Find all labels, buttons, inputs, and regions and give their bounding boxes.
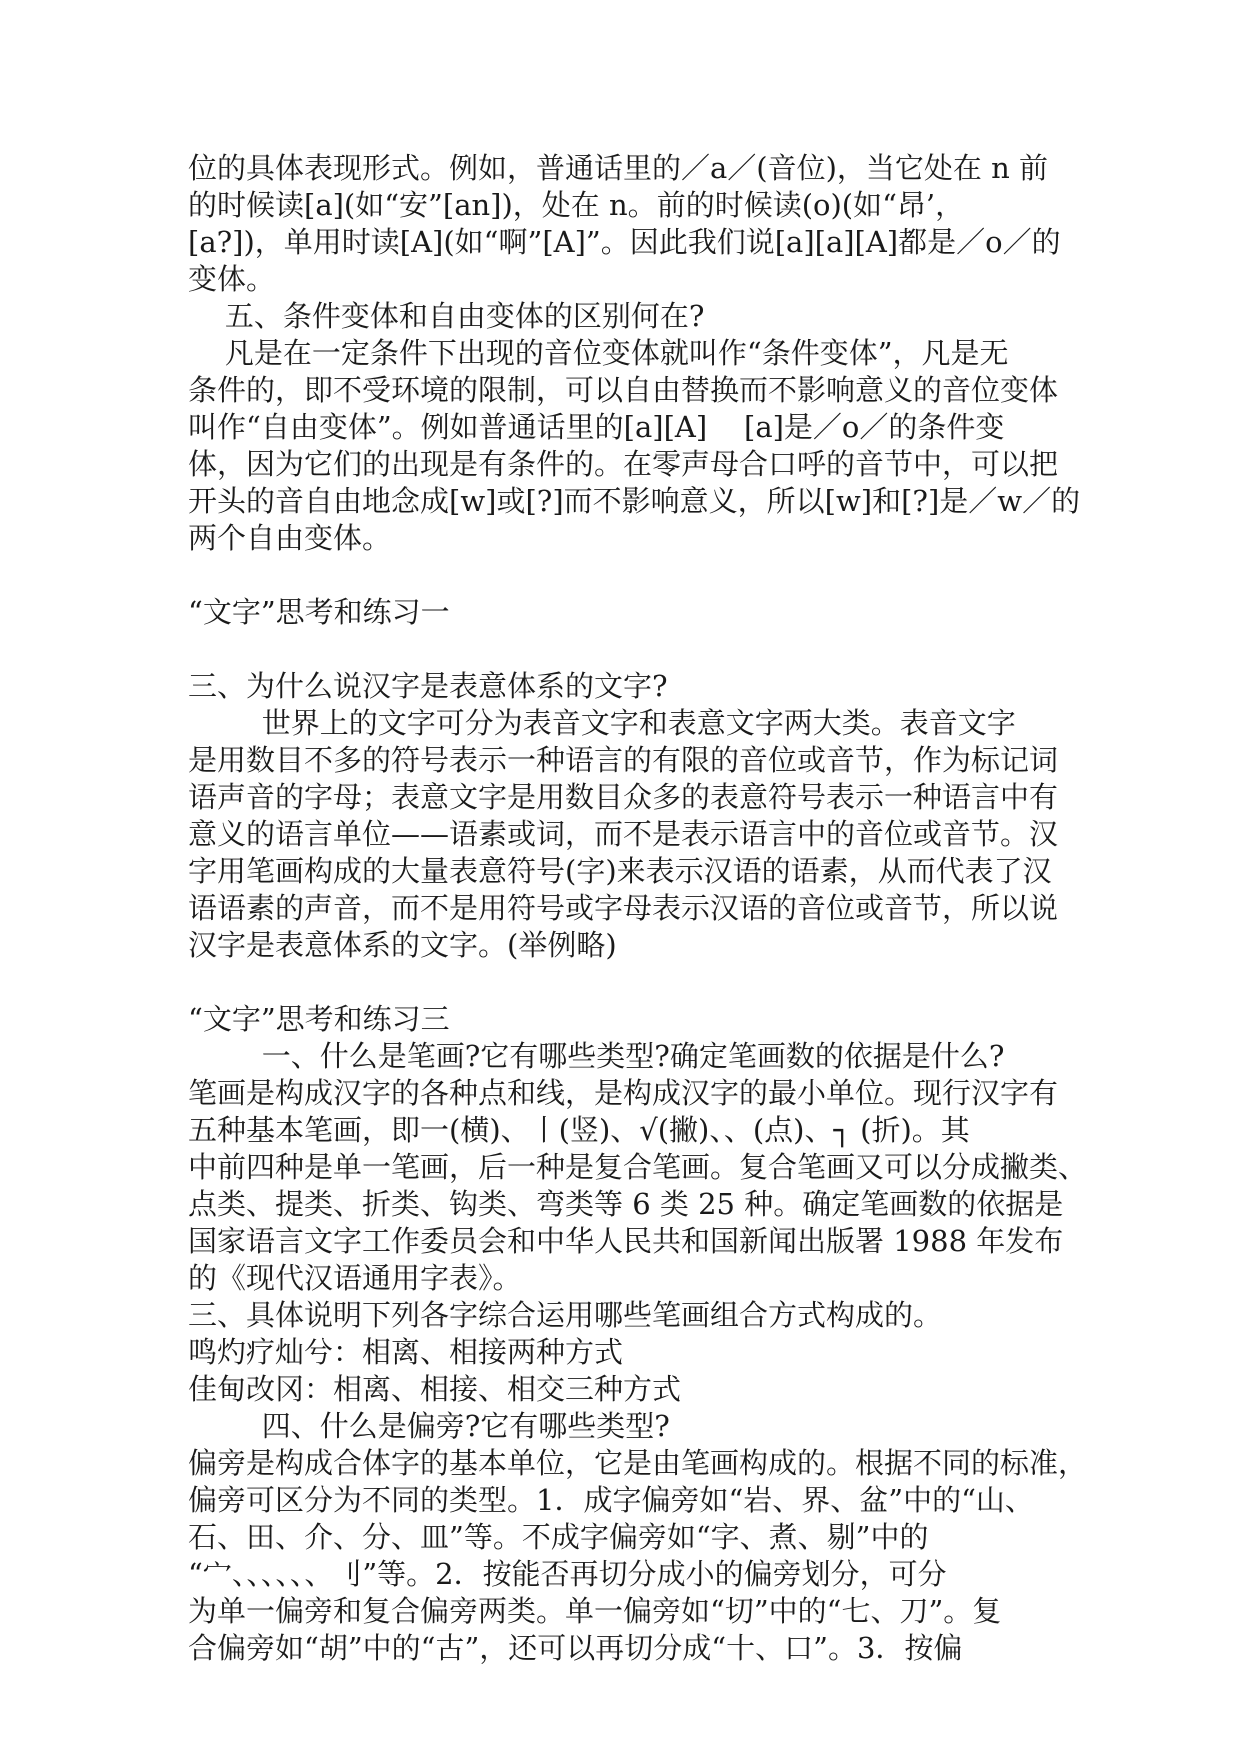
text-line: 变体。 bbox=[188, 262, 276, 296]
text-line: 五种基本笔画，即一(横)、丨(竖)、√(撇)、、(点)、┐ (折)。其 bbox=[188, 1113, 970, 1147]
section-heading: 三、为什么说汉字是表意体系的文字? bbox=[188, 669, 668, 703]
text-line: 为单一偏旁和复合偏旁两类。单一偏旁如“切”中的“七、刀”。复 bbox=[188, 1594, 1002, 1628]
text-line: 世界上的文字可分为表音文字和表意文字两大类。表音文字 bbox=[188, 706, 1016, 740]
text-line: 开头的音自由地念成[w]或[?]而不影响意义，所以[w]和[?]是／w／的 bbox=[188, 484, 1081, 518]
text-line: 石、田、介、分、皿”等。不成字偏旁如“字、煮、剔”中的 bbox=[188, 1520, 929, 1554]
blank-line bbox=[188, 557, 1068, 594]
document-body bbox=[188, 150, 1088, 1667]
text-line: 汉字是表意体系的文字。(举例略) bbox=[188, 928, 617, 962]
text-line: [a?])，单用时读[A](如“啊”[A]”。因此我们说[a][a][A]都是／o／的 bbox=[188, 225, 1061, 259]
text-line: 点类、提类、折类、钩类、弯类等 6 类 25 种。确定笔画数的依据是 bbox=[188, 1187, 1064, 1221]
text-line: 佳甸改冈：相离、相接、相交三种方式 bbox=[188, 1372, 682, 1406]
section-title: “文字”思考和练习一 bbox=[188, 595, 450, 629]
section-title: “文字”思考和练习三 bbox=[188, 1002, 450, 1036]
text-line: 意义的语言单位——语素或词，而不是表示语言中的音位或音节。汉 bbox=[188, 817, 1059, 851]
text-line: 中前四种是单一笔画，后一种是复合笔画。复合笔画又可以分成撇类、 bbox=[188, 1150, 1088, 1184]
text-line: 是用数目不多的符号表示一种语言的有限的音位或音节，作为标记词 bbox=[188, 743, 1059, 777]
section-heading: 五、条件变体和自由变体的区别何在? bbox=[188, 299, 705, 333]
text-line: 叫作“自由变体”。例如普通话里的[a][A] [a]是／o／的条件变 bbox=[188, 410, 1005, 444]
text-line: 合偏旁如“胡”中的“古”，还可以再切分成“十、口”。3．按偏 bbox=[188, 1631, 963, 1665]
blank-line bbox=[188, 964, 1068, 1001]
section-heading: 三、具体说明下列各字综合运用哪些笔画组合方式构成的。 bbox=[188, 1298, 943, 1332]
text-line: 条件的，即不受环境的限制，可以自由替换而不影响意义的音位变体 bbox=[188, 373, 1059, 407]
section-heading: 一、什么是笔画?它有哪些类型?确定笔画数的依据是什么? bbox=[188, 1039, 1005, 1073]
text-line: 的时候读[a](如“安”[an])，处在 n。前的时候读(o)(如“昂’， bbox=[188, 188, 965, 222]
text-line: “宀、、、、、、刂”等。2．按能否再切分成小的偏旁划分，可分 bbox=[188, 1557, 947, 1591]
text-line: 两个自由变体。 bbox=[188, 521, 392, 555]
text-line: 语语素的声音，而不是用符号或字母表示汉语的音位或音节，所以说 bbox=[188, 891, 1059, 925]
text-line: 体，因为它们的出现是有条件的。在零声母合口呼的音节中，可以把 bbox=[188, 447, 1059, 481]
text-line: 偏旁是构成合体字的基本单位，它是由笔画构成的。根据不同的标准， bbox=[188, 1446, 1088, 1480]
text-line: 笔画是构成汉字的各种点和线，是构成汉字的最小单位。现行汉字有 bbox=[188, 1076, 1059, 1110]
text-line: 的《现代汉语通用字表》。 bbox=[188, 1261, 522, 1295]
text-line: 偏旁可区分为不同的类型。1．成字偏旁如“岩、界、盆”中的“山、 bbox=[188, 1483, 1034, 1517]
text-line: 凡是在一定条件下出现的音位变体就叫作“条件变体”，凡是无 bbox=[188, 336, 1009, 370]
section-heading: 四、什么是偏旁?它有哪些类型? bbox=[188, 1409, 670, 1443]
text-line: 鸣灼疗灿兮：相离、相接两种方式 bbox=[188, 1335, 624, 1369]
text-line: 位的具体表现形式。例如，普通话里的／a／(音位)，当它处在 n 前 bbox=[188, 151, 1049, 185]
text-line: 字用笔画构成的大量表意符号(字)来表示汉语的语素，从而代表了汉 bbox=[188, 854, 1052, 888]
blank-line bbox=[188, 631, 1068, 668]
text-line: 国家语言文字工作委员会和中华人民共和国新闻出版署 1988 年发布 bbox=[188, 1224, 1064, 1258]
text-line: 语声音的字母；表意文字是用数目众多的表意符号表示一种语言中有 bbox=[188, 780, 1059, 814]
